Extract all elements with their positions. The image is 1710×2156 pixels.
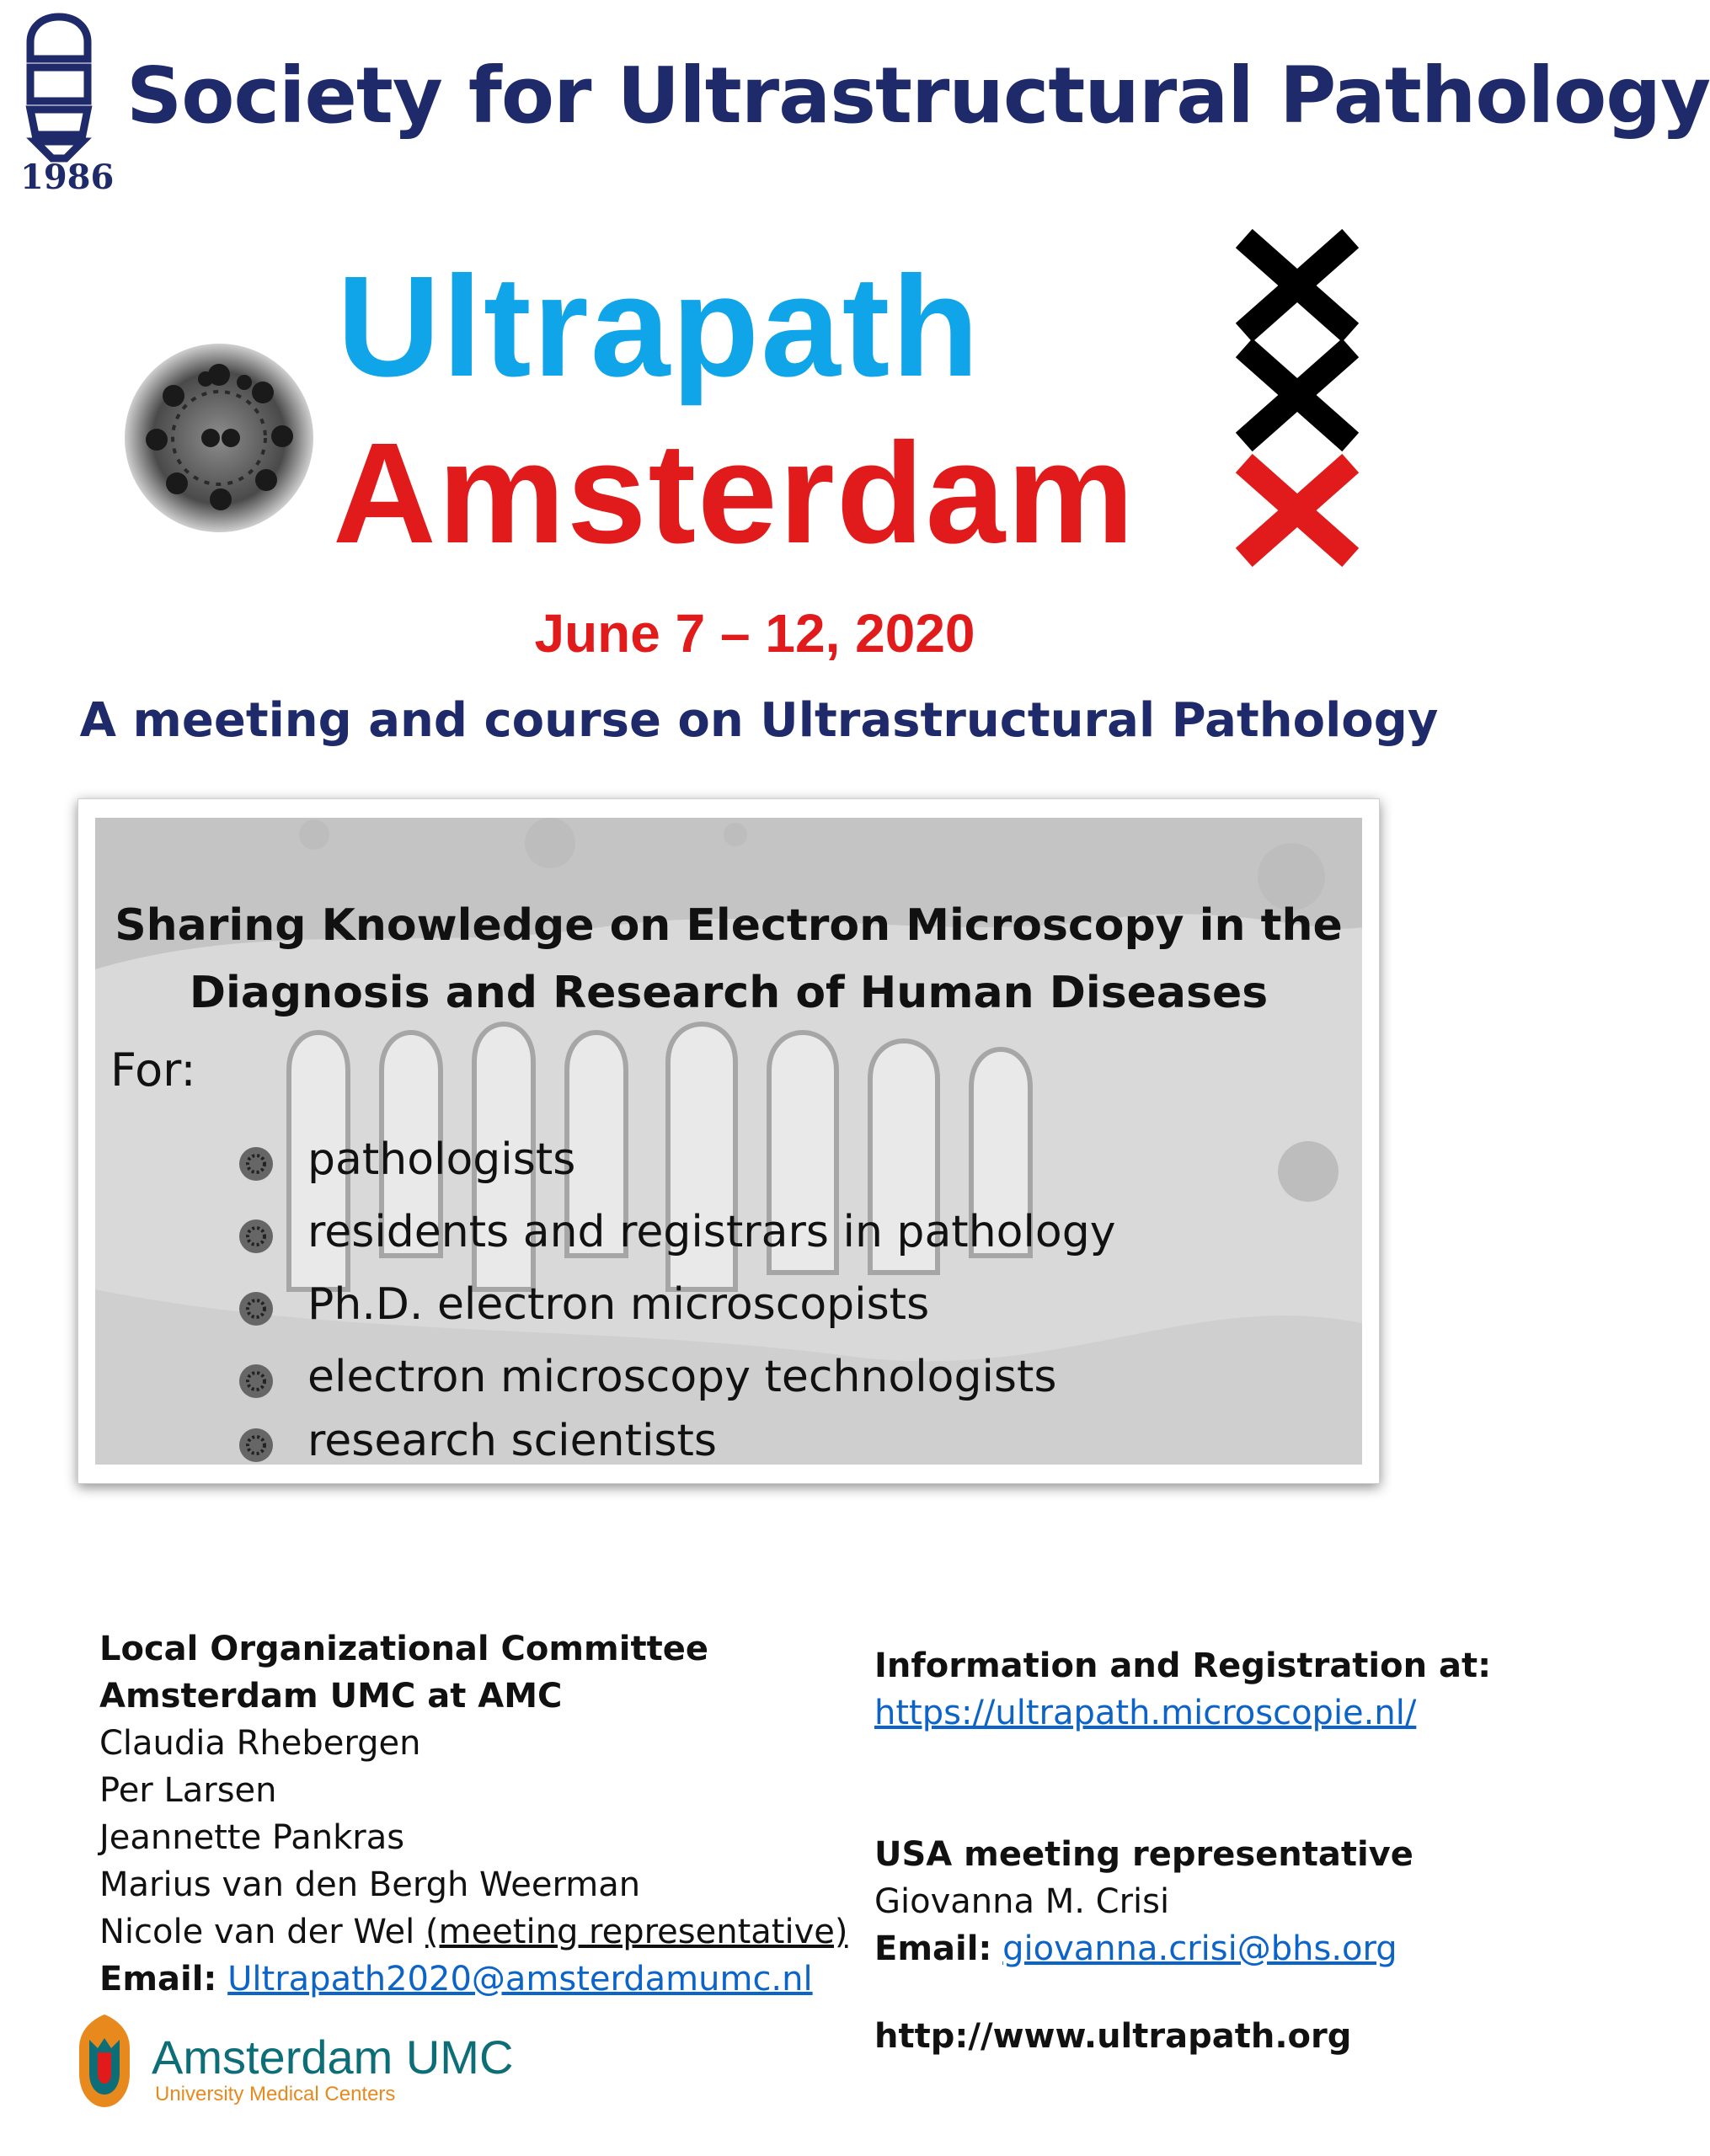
audience-item-research-scientists: research scientists <box>307 1416 717 1466</box>
website-link[interactable]: http://www.ultrapath.org <box>874 2017 1352 2056</box>
umc-logo-tagline: University Medical Centers <box>155 2083 396 2105</box>
em-bullet-icon <box>235 1360 277 1402</box>
committee-section <box>99 1625 858 2003</box>
committee-member-representative <box>99 1908 858 1956</box>
umc-logo-name: Amsterdam UMC <box>152 2031 514 2084</box>
em-bullet-icon <box>235 1143 277 1185</box>
audience-box <box>77 798 1380 1484</box>
society-logo <box>15 8 115 197</box>
electron-micrograph-cilium-image <box>118 337 320 539</box>
committee-heading: Local Organizational Committee <box>99 1630 708 1668</box>
usa-rep-email-row <box>874 1925 1481 1972</box>
registration-url-link[interactable]: https://ultrapath.microscopie.nl/ <box>874 1694 1417 1732</box>
member-name: Nicole van der Wel <box>99 1913 415 1951</box>
event-title-amsterdam: Amsterdam <box>333 414 1136 574</box>
audience-item-pathologists: pathologists <box>307 1134 576 1185</box>
usa-rep-heading: USA meeting representative <box>874 1835 1413 1874</box>
email-label: Email: <box>99 1960 217 1999</box>
member-role: (meeting representative) <box>425 1913 848 1951</box>
box-heading-line1: Sharing Knowledge on Electron Microscopy in the <box>115 900 1343 951</box>
em-bullet-icon <box>235 1288 277 1330</box>
committee-member: Claudia Rhebergen <box>99 1724 421 1763</box>
event-subtitle: A meeting and course on Ultrastructural Pathology <box>79 693 1439 748</box>
contact-section <box>874 1642 1492 2060</box>
committee-member: Per Larsen <box>99 1771 277 1810</box>
registration-heading: Information and Registration at: <box>874 1646 1492 1685</box>
committee-email-row <box>99 1956 858 2003</box>
society-title: Society for Ultrastructural Pathology <box>126 51 1710 141</box>
event-title-ultrapath: Ultrapath <box>337 247 981 407</box>
usa-rep-email-link[interactable]: giovanna.crisi@bhs.org <box>1002 1929 1397 1968</box>
committee-member: Marius van den Bergh Weerman <box>99 1865 641 1904</box>
committee-email-link[interactable]: Ultrapath2020@amsterdamumc.nl <box>227 1960 813 1999</box>
amsterdam-umc-logo <box>71 2015 559 2116</box>
em-bullet-icon <box>235 1424 277 1466</box>
amsterdam-xxx-icon <box>1238 232 1356 568</box>
em-bullet-icon <box>235 1215 277 1257</box>
committee-institution: Amsterdam UMC at AMC <box>99 1677 563 1716</box>
audience-item-residents: residents and registrars in pathology <box>307 1207 1116 1257</box>
email-label: Email: <box>874 1929 992 1968</box>
committee-member: Jeannette Pankras <box>99 1818 405 1857</box>
for-label: For: <box>110 1043 196 1097</box>
audience-item-technologists: electron microscopy technologists <box>307 1352 1057 1402</box>
usa-rep-name: Giovanna M. Crisi <box>874 1882 1170 1921</box>
box-heading <box>95 892 1362 1027</box>
event-dates: June 7 – 12, 2020 <box>534 603 975 664</box>
box-heading-line2: Diagnosis and Research of Human Diseases <box>189 968 1269 1018</box>
logo-year: 1986 <box>20 157 115 197</box>
audience-item-phd: Ph.D. electron microscopists <box>307 1279 930 1330</box>
